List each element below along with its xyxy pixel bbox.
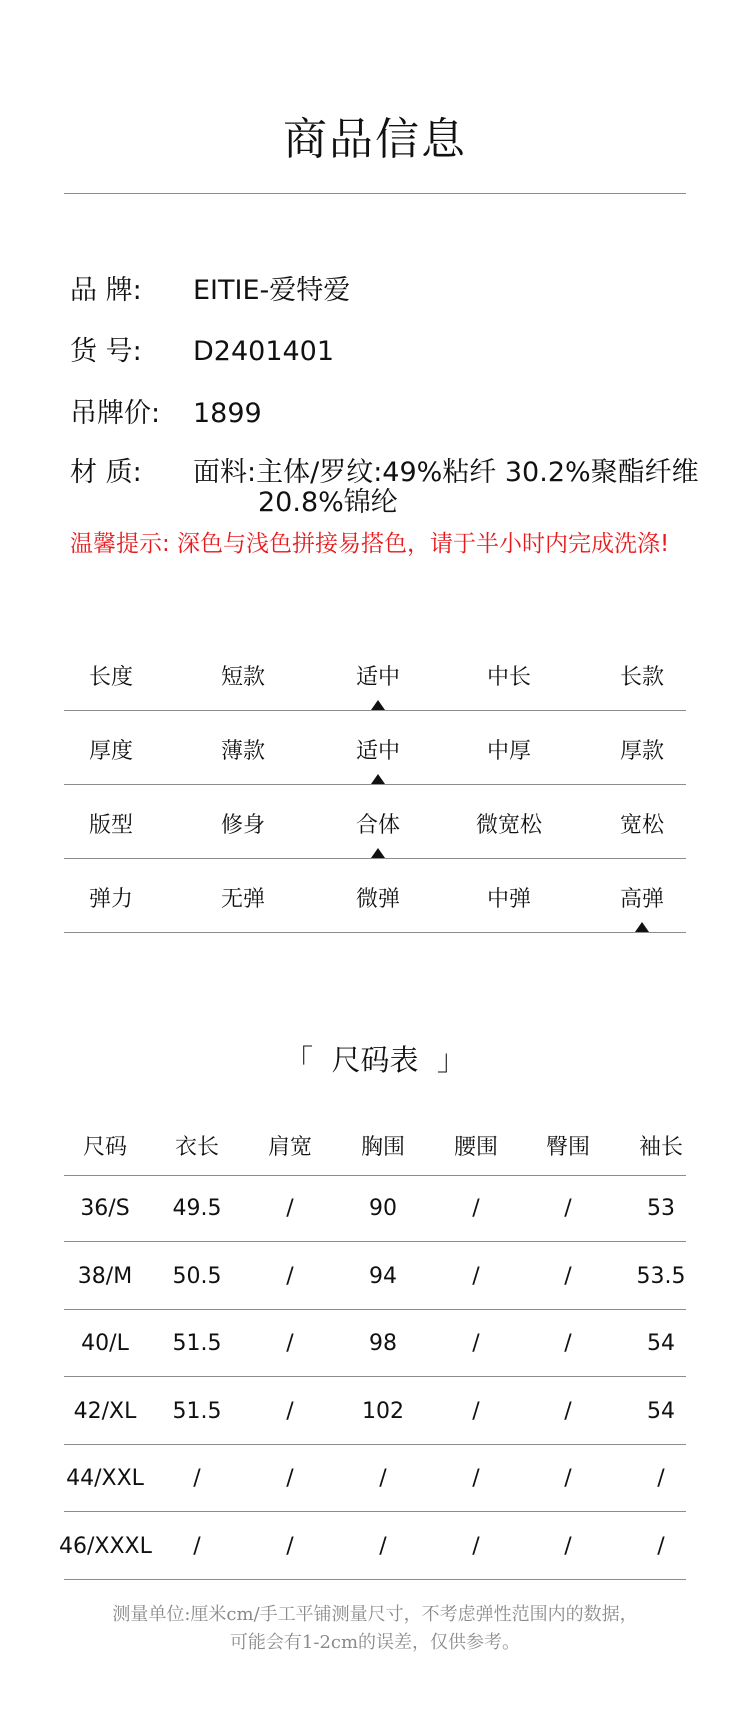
property-name: 长度: [88, 665, 133, 690]
size-row-divider: [64, 1376, 686, 1377]
size-table-cell: /: [564, 1331, 572, 1356]
size-table-cell: /: [286, 1534, 294, 1559]
size-table-cell: /: [286, 1264, 294, 1289]
size-table-cell: /: [564, 1196, 572, 1221]
property-name: 弹力: [88, 887, 133, 912]
property-option: 高弹: [619, 887, 664, 912]
material-label: 材 质:: [70, 457, 142, 488]
size-table-cell: 50.5: [172, 1264, 222, 1289]
size-table-cell: 51.5: [172, 1331, 222, 1356]
size-table-cell: /: [657, 1466, 665, 1491]
selected-marker-icon: [371, 774, 385, 784]
property-option: 中弹: [486, 887, 531, 912]
size-header-divider: [64, 1175, 686, 1176]
selected-marker-icon: [371, 700, 385, 710]
size-table-cell: 42/XL: [73, 1399, 137, 1424]
size-table-header: 臀围: [545, 1135, 590, 1160]
size-row-divider: [64, 1511, 686, 1512]
size-table-cell: /: [379, 1534, 387, 1559]
size-table-cell: 38/M: [77, 1264, 133, 1289]
size-table-cell: 90: [369, 1196, 397, 1221]
size-row-divider: [64, 1444, 686, 1445]
tag-price-value: 1899: [193, 398, 262, 429]
property-option: 薄款: [220, 739, 265, 764]
property-row-divider: [64, 784, 686, 785]
property-option: 微宽松: [475, 813, 542, 838]
item-number-label: 货 号:: [70, 336, 142, 367]
size-table-cell: 40/L: [81, 1331, 129, 1356]
measurement-note-line2: 可能会有1-2cm的误差，仅供参考。: [229, 1632, 521, 1653]
property-row-divider: [64, 932, 686, 933]
size-table-cell: /: [564, 1264, 572, 1289]
size-table-header: 袖长: [638, 1135, 683, 1160]
size-table-cell: /: [472, 1331, 480, 1356]
material-value: 面料:主体/罗纹:49%粘纤 30.2%聚酯纤维: [193, 457, 699, 488]
material-value-continued: 20.8%锦纶: [258, 487, 398, 518]
property-row-divider: [64, 710, 686, 711]
size-table-cell: /: [286, 1399, 294, 1424]
measurement-note-line1: 测量单位:厘米cm/手工平铺测量尺寸，不考虑弹性范围内的数据，: [112, 1604, 638, 1625]
size-table-header: 肩宽: [267, 1135, 312, 1160]
size-table-cell: 51.5: [172, 1399, 222, 1424]
property-row-divider: [64, 858, 686, 859]
size-table-cell: 98: [369, 1331, 397, 1356]
property-name: 版型: [88, 813, 133, 838]
brand-value: EITIE-爱特爱: [193, 275, 351, 306]
care-warning: 温馨提示: 深色与浅色拼接易搭色，请于半小时内完成洗涤!: [70, 531, 670, 557]
size-table-cell: /: [286, 1331, 294, 1356]
property-option: 适中: [355, 665, 400, 690]
size-table-cell: /: [564, 1534, 572, 1559]
size-table-cell: /: [472, 1264, 480, 1289]
property-option: 短款: [220, 665, 265, 690]
size-table-header: 腰围: [453, 1135, 498, 1160]
size-table-cell: 94: [369, 1264, 397, 1289]
page-title: 商品信息: [283, 114, 467, 165]
size-table-cell: /: [193, 1534, 201, 1559]
property-option: 中长: [486, 665, 531, 690]
size-table-cell: /: [657, 1534, 665, 1559]
brand-label: 品 牌:: [70, 275, 142, 306]
size-table-cell: 54: [647, 1331, 675, 1356]
title-divider: [64, 193, 686, 194]
size-row-divider: [64, 1579, 686, 1580]
size-table-cell: /: [286, 1466, 294, 1491]
selected-marker-icon: [635, 922, 649, 932]
size-table-cell: 53.5: [636, 1264, 686, 1289]
size-table-cell: 49.5: [172, 1196, 222, 1221]
selected-marker-icon: [371, 848, 385, 858]
property-option: 适中: [355, 739, 400, 764]
property-option: 中厚: [486, 739, 531, 764]
size-table-cell: 54: [647, 1399, 675, 1424]
property-option: 厚款: [619, 739, 664, 764]
size-table-title: 「 尺码表 」: [284, 1043, 466, 1077]
size-table-cell: /: [472, 1534, 480, 1559]
size-table-cell: /: [379, 1466, 387, 1491]
size-table-cell: /: [472, 1399, 480, 1424]
property-option: 修身: [220, 813, 265, 838]
size-table-cell: 53: [647, 1196, 675, 1221]
size-table-header: 衣长: [174, 1135, 219, 1160]
size-table-cell: 36/S: [80, 1196, 130, 1221]
property-name: 厚度: [88, 739, 133, 764]
property-option: 宽松: [619, 813, 664, 838]
property-option: 微弹: [355, 887, 400, 912]
size-table-header: 胸围: [360, 1135, 405, 1160]
size-table-header: 尺码: [82, 1135, 127, 1160]
tag-price-label: 吊牌价:: [70, 398, 161, 429]
size-table-cell: 102: [362, 1399, 404, 1424]
size-table-cell: /: [193, 1466, 201, 1491]
property-option: 无弹: [220, 887, 265, 912]
size-table-cell: 44/XXL: [66, 1466, 144, 1491]
item-number-value: D2401401: [193, 336, 335, 367]
size-row-divider: [64, 1309, 686, 1310]
size-row-divider: [64, 1241, 686, 1242]
size-table-cell: /: [286, 1196, 294, 1221]
property-option: 长款: [619, 665, 664, 690]
size-table-cell: /: [472, 1466, 480, 1491]
property-option: 合体: [355, 813, 400, 838]
size-table-cell: /: [564, 1466, 572, 1491]
size-table-cell: /: [564, 1399, 572, 1424]
size-table-cell: 46/XXXL: [59, 1534, 152, 1559]
size-table-cell: /: [472, 1196, 480, 1221]
